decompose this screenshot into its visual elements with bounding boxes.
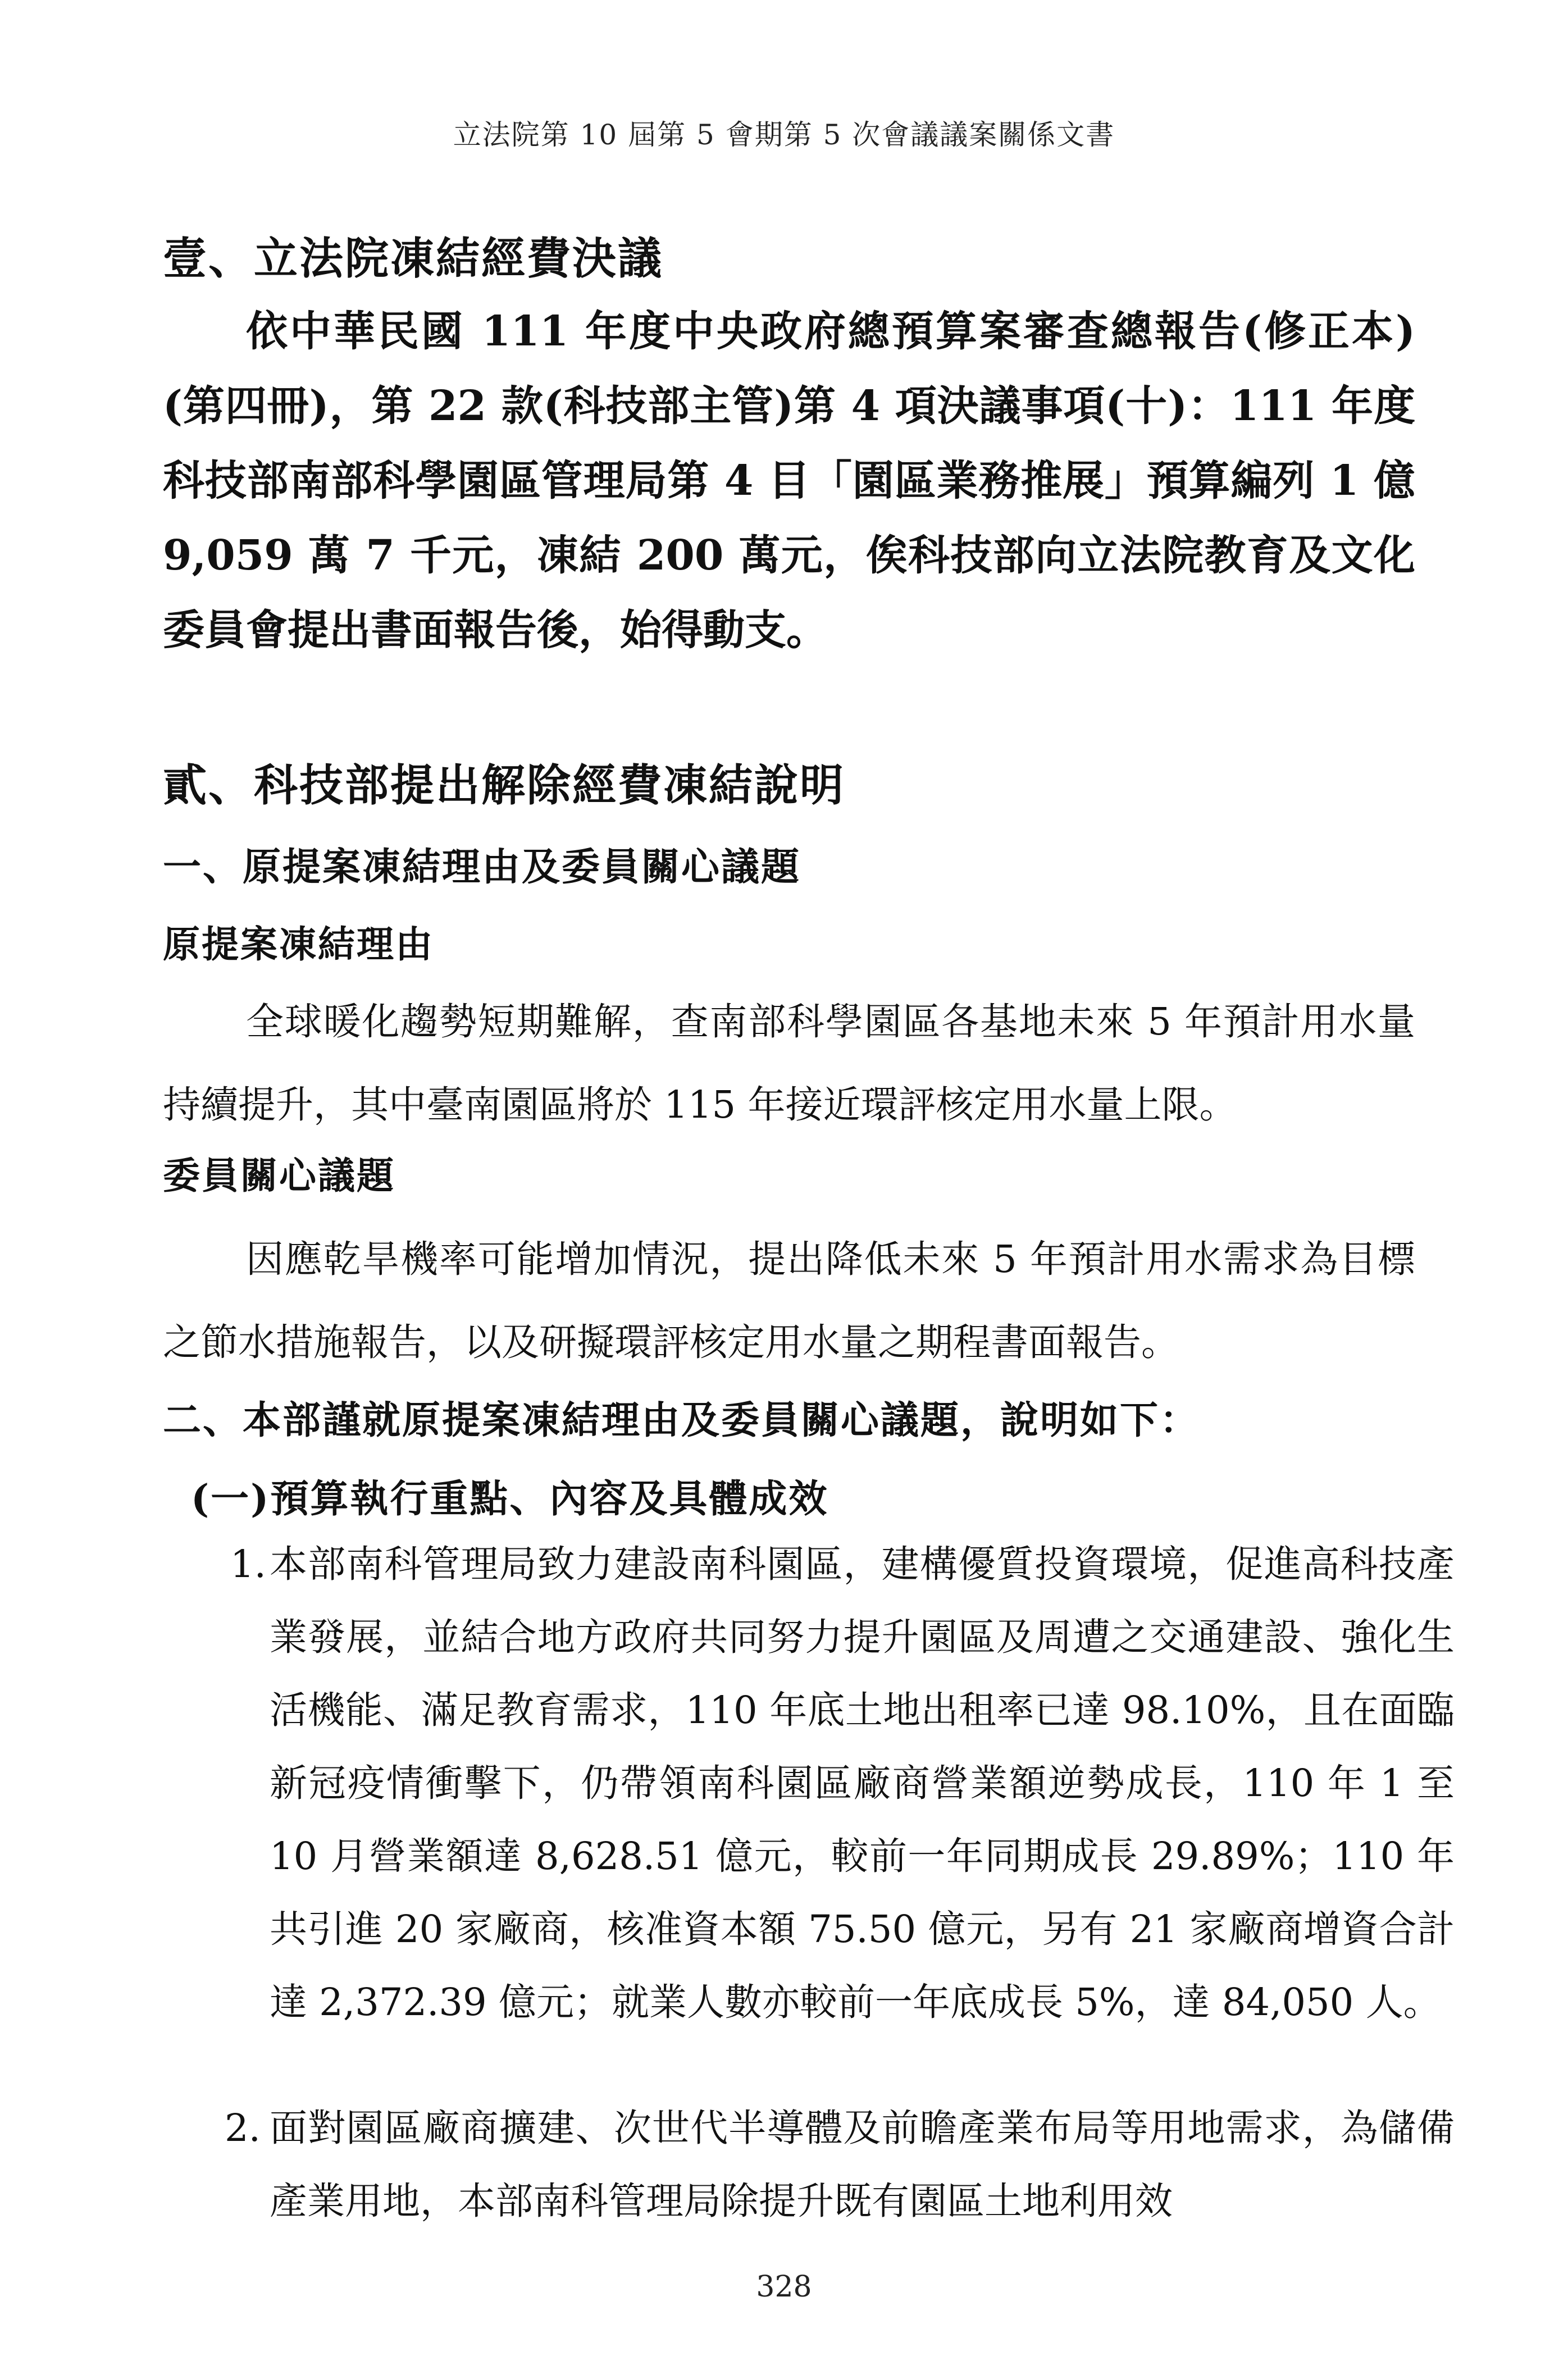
point-1-text: 本部南科管理局致力建設南科園區，建構優質投資環境，促進高科技產業發展，並結合地方政府共同努力提升園區及周遭之交通建設、強化生活機能、滿足教育需求，110 年底土地出租率已達 98.10%，且在面臨新冠疫情衝擊下，仍帶領南科園區廠商營業額逆勢成長，110 年 1 至 10 月營業額達 8,628.51 億元，較前一年同期成長 29.89%；110 年共引進 20 家廠商，核准資本額 75.50 億元，另有 21 家廠商增資合計達 2,372.39 億元；就業人數亦較前一年底成長 5%，達 84,050 人。 bbox=[270, 1542, 1455, 2024]
point-1-marker: 1. bbox=[230, 1542, 266, 1586]
section-2-title: 貳、科技部提出解除經費凍結說明 bbox=[163, 760, 846, 811]
budget-execution-title: (一)預算執行重點、內容及具體成效 bbox=[191, 1477, 829, 1521]
point-2-text: 面對園區廠商擴建、次世代半導體及前瞻產業布局等用地需求，為儲備產業用地，本部南科管理局除提升既有園區土地利用效 bbox=[270, 2106, 1455, 2223]
freeze-reason-title: 原提案凍結理由 bbox=[163, 922, 434, 966]
section-1-title: 壹、立法院凍結經費決議 bbox=[163, 233, 664, 284]
member-concern-title: 委員關心議題 bbox=[163, 1154, 395, 1197]
subsection-2-title: 二、本部謹就原提案凍結理由及委員關心議題，說明如下： bbox=[163, 1398, 1200, 1443]
section-1-body: 依中華民國 111 年度中央政府總預算案審查總報告(修正本)(第四冊)，第 22 款(科技部主管)第 4 項決議事項(十)：111 年度科技部南部科學園區管理局第 4 目「園區業務推展」預算編列 1 億 9,059 萬 7 千元，凍結 200 萬元，俟科技部向立法院教育及文化委員會提出書面報告後，始得動支。 bbox=[163, 307, 1415, 654]
running-header: 立法院第 10 屆第 5 會期第 5 次會議議案關係文書 bbox=[453, 119, 1115, 151]
freeze-reason-body: 全球暖化趨勢短期難解，查南部科學園區各基地未來 5 年預計用水量持續提升，其中臺南園區將於 115 年接近環評核定用水量上限。 bbox=[163, 1000, 1415, 1127]
subsection-1-title: 一、原提案凍結理由及委員關心議題 bbox=[163, 845, 801, 890]
point-2-marker: 2. bbox=[225, 2106, 261, 2150]
member-concern-body: 因應乾旱機率可能增加情況，提出降低未來 5 年預計用水需求為目標之節水措施報告，以及研擬環評核定用水量之期程書面報告。 bbox=[163, 1237, 1415, 1364]
page-number: 328 bbox=[756, 2270, 812, 2304]
